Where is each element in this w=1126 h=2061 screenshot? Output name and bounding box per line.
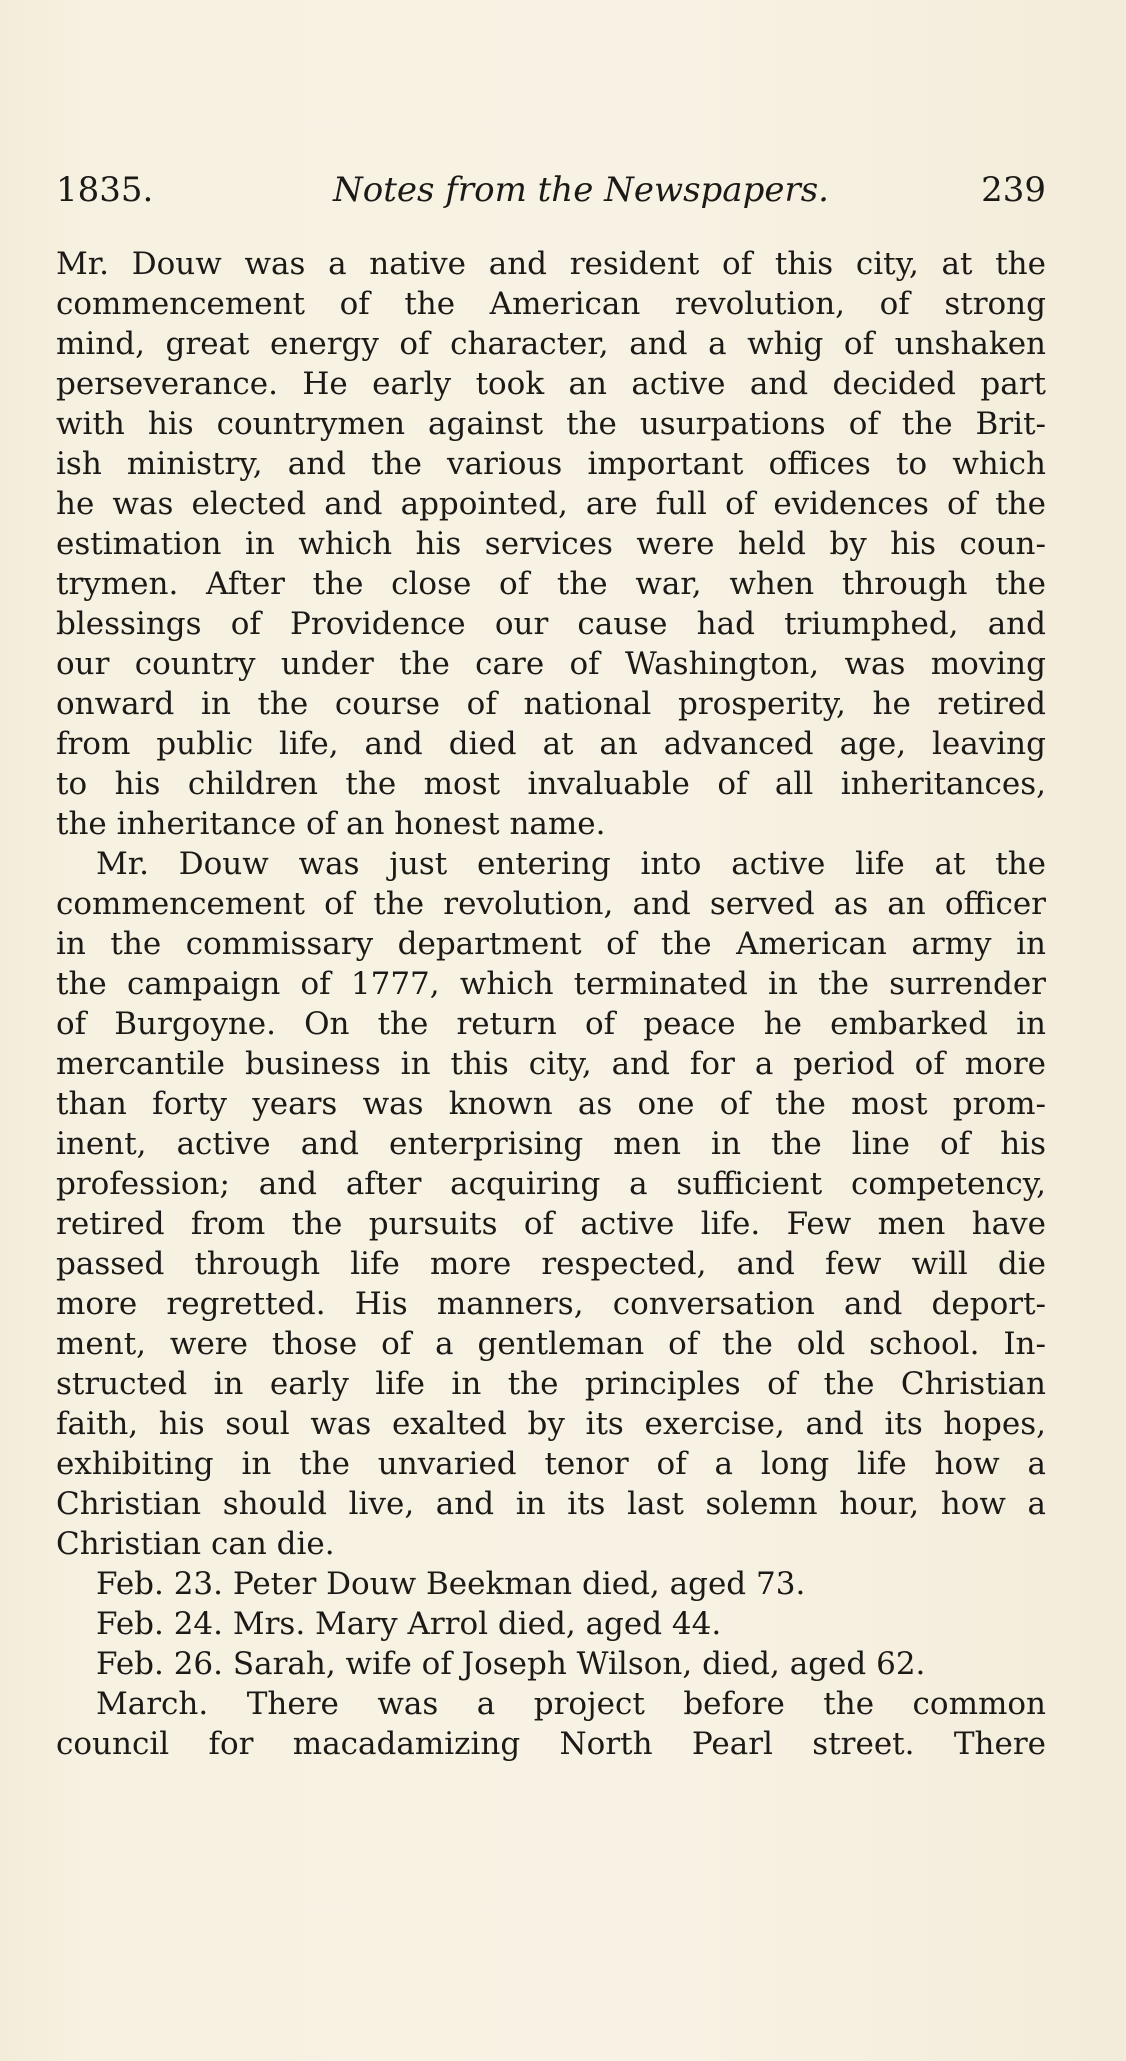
text-line: passed through life more respected, and few will die xyxy=(56,1246,1046,1282)
text-line: commencement of the revolution, and served as an officer xyxy=(56,886,1046,922)
text-line: structed in early life in the principles of the Christian xyxy=(56,1366,1046,1402)
text-line: mind, great energy of character, and a whig of unshaken xyxy=(56,326,1046,362)
text-line: the campaign of 1777, which terminated in the surrender xyxy=(56,966,1046,1002)
header-year: 1835. xyxy=(56,170,154,210)
text-line: our country under the care of Washington, was moving xyxy=(56,646,1046,682)
text-line: from public life, and died at an advanced age, leaving xyxy=(56,726,1046,762)
text-line: ish ministry, and the various important offices to which xyxy=(56,446,1046,482)
text-line: Christian can die. xyxy=(56,1526,335,1562)
death-notice: Feb. 24. Mrs. Mary Arrol died, aged 44. xyxy=(96,1606,722,1642)
text-line: with his countrymen against the usurpations of the Brit- xyxy=(56,406,1046,442)
page-number: 239 xyxy=(981,170,1046,210)
death-notice: Feb. 23. Peter Douw Beekman died, aged 73. xyxy=(96,1566,806,1602)
text-line: Mr. Douw was a native and resident of this city, at the xyxy=(56,246,1046,282)
text-line: Christian should live, and in its last solemn hour, how a xyxy=(56,1486,1046,1522)
text-line: commencement of the American revolution, of strong xyxy=(56,286,1046,322)
text-line: exhibiting in the unvaried tenor of a long life how a xyxy=(56,1446,1046,1482)
text-line: estimation in which his services were held by his coun- xyxy=(56,526,1046,562)
text-line: trymen. After the close of the war, when through the xyxy=(56,566,1046,602)
text-line: inent, active and enterprising men in the line of his xyxy=(56,1126,1046,1162)
text-line: onward in the course of national prosperity, he retired xyxy=(56,686,1046,722)
text-line: council for macadamizing North Pearl street. There xyxy=(56,1726,1046,1762)
text-line: to his children the most invaluable of all inheritances, xyxy=(56,766,1046,802)
text-line: more regretted. His manners, conversation and deport- xyxy=(56,1286,1046,1322)
text-line: March. There was a project before the common xyxy=(96,1686,1046,1722)
text-line: Mr. Douw was just entering into active life at the xyxy=(96,846,1046,882)
text-line: perseverance. He early took an active and decided part xyxy=(56,366,1046,402)
text-line: the inheritance of an honest name. xyxy=(56,806,606,842)
text-line: retired from the pursuits of active life. Few men have xyxy=(56,1206,1046,1242)
text-line: mercantile business in this city, and for a period of more xyxy=(56,1046,1046,1082)
death-notice: Feb. 26. Sarah, wife of Joseph Wilson, died, aged 62. xyxy=(96,1646,926,1682)
header-title: Notes from the Newspapers. xyxy=(333,170,829,210)
text-line: faith, his soul was exalted by its exercise, and its hopes, xyxy=(56,1406,1046,1442)
running-header xyxy=(56,170,1046,220)
body-text xyxy=(56,244,1046,1764)
text-line: than forty years was known as one of the most prom- xyxy=(56,1086,1046,1122)
text-line: profession; and after acquiring a sufficient competency, xyxy=(56,1166,1046,1202)
text-line: ment, were those of a gentleman of the old school. In- xyxy=(56,1326,1046,1362)
text-line: he was elected and appointed, are full of evidences of the xyxy=(56,486,1046,522)
text-line: of Burgoyne. On the return of peace he embarked in xyxy=(56,1006,1046,1042)
text-line: in the commissary department of the American army in xyxy=(56,926,1046,962)
text-line: blessings of Providence our cause had triumphed, and xyxy=(56,606,1046,642)
